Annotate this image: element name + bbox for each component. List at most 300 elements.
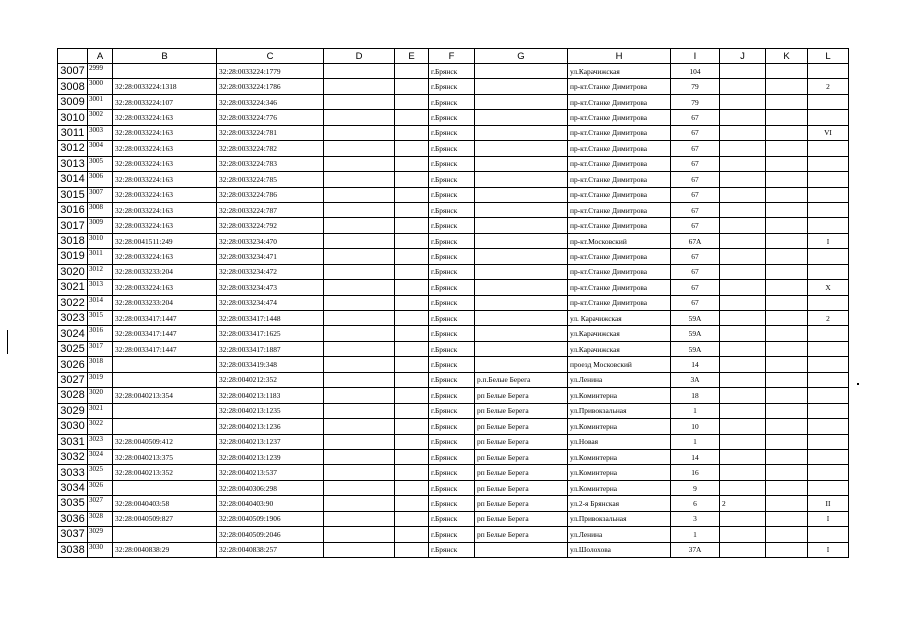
cell-a[interactable]: 3008 bbox=[88, 202, 113, 217]
cell-l[interactable]: X bbox=[808, 280, 849, 295]
cell-f[interactable]: г.Брянск bbox=[429, 280, 475, 295]
cell-j[interactable] bbox=[720, 141, 766, 156]
cell-c[interactable]: 32:28:0033234:472 bbox=[217, 264, 324, 279]
cell-i[interactable]: 37А bbox=[671, 542, 720, 557]
cell-e[interactable] bbox=[395, 465, 429, 480]
cell-f[interactable]: г.Брянск bbox=[429, 172, 475, 187]
cell-g[interactable] bbox=[475, 187, 568, 202]
row-number[interactable]: 3030 bbox=[58, 419, 88, 434]
cell-b[interactable] bbox=[113, 403, 217, 418]
cell-k[interactable] bbox=[766, 496, 808, 511]
cell-l[interactable] bbox=[808, 403, 849, 418]
cell-c[interactable]: 32:28:0033234:473 bbox=[217, 280, 324, 295]
column-header-l[interactable]: L bbox=[808, 49, 849, 64]
cell-b[interactable]: 32:28:0040509:827 bbox=[113, 511, 217, 526]
cell-j[interactable]: 2 bbox=[720, 496, 766, 511]
row-number[interactable]: 3020 bbox=[58, 264, 88, 279]
row-number[interactable]: 3035 bbox=[58, 496, 88, 511]
cell-k[interactable] bbox=[766, 372, 808, 387]
cell-b[interactable]: 32:28:0033224:163 bbox=[113, 202, 217, 217]
cell-l[interactable] bbox=[808, 341, 849, 356]
cell-g[interactable] bbox=[475, 64, 568, 79]
cell-j[interactable] bbox=[720, 218, 766, 233]
cell-h[interactable]: пр-кт.Станке Димитрова bbox=[568, 249, 671, 264]
row-number[interactable]: 3010 bbox=[58, 110, 88, 125]
cell-b[interactable]: 32:28:0040213:354 bbox=[113, 388, 217, 403]
cell-j[interactable] bbox=[720, 280, 766, 295]
cell-a[interactable]: 3028 bbox=[88, 511, 113, 526]
cell-a[interactable]: 3021 bbox=[88, 403, 113, 418]
cell-g[interactable]: рп Белые Берега bbox=[475, 434, 568, 449]
cell-h[interactable]: ул.Коминтерна bbox=[568, 465, 671, 480]
cell-g[interactable] bbox=[475, 218, 568, 233]
cell-f[interactable]: г.Брянск bbox=[429, 449, 475, 464]
cell-f[interactable]: г.Брянск bbox=[429, 295, 475, 310]
cell-l[interactable]: I bbox=[808, 233, 849, 248]
row-number[interactable]: 3008 bbox=[58, 79, 88, 94]
cell-i[interactable]: 18 bbox=[671, 388, 720, 403]
row-number[interactable]: 3025 bbox=[58, 341, 88, 356]
cell-l[interactable] bbox=[808, 187, 849, 202]
cell-l[interactable] bbox=[808, 202, 849, 217]
cell-i[interactable]: 67 bbox=[671, 295, 720, 310]
cell-l[interactable] bbox=[808, 527, 849, 542]
cell-c[interactable]: 32:28:0033419:348 bbox=[217, 357, 324, 372]
cell-h[interactable]: ул.Ленина bbox=[568, 372, 671, 387]
cell-i[interactable]: 67 bbox=[671, 110, 720, 125]
cell-f[interactable]: г.Брянск bbox=[429, 233, 475, 248]
cell-l[interactable] bbox=[808, 326, 849, 341]
cell-l[interactable] bbox=[808, 357, 849, 372]
cell-a[interactable]: 3004 bbox=[88, 141, 113, 156]
cell-a[interactable]: 2999 bbox=[88, 64, 113, 79]
cell-c[interactable]: 32:28:0033234:474 bbox=[217, 295, 324, 310]
cell-i[interactable]: 59А bbox=[671, 341, 720, 356]
cell-e[interactable] bbox=[395, 218, 429, 233]
row-number[interactable]: 3015 bbox=[58, 187, 88, 202]
cell-i[interactable]: 67 bbox=[671, 218, 720, 233]
cell-k[interactable] bbox=[766, 419, 808, 434]
cell-j[interactable] bbox=[720, 403, 766, 418]
row-number[interactable]: 3032 bbox=[58, 449, 88, 464]
cell-j[interactable] bbox=[720, 156, 766, 171]
cell-d[interactable] bbox=[324, 218, 395, 233]
cell-h[interactable]: пр-кт.Станке Димитрова bbox=[568, 280, 671, 295]
cell-c[interactable]: 32:28:0033417:1887 bbox=[217, 341, 324, 356]
cell-f[interactable]: г.Брянск bbox=[429, 341, 475, 356]
cell-h[interactable]: пр-кт.Станке Димитрова bbox=[568, 94, 671, 109]
cell-g[interactable] bbox=[475, 326, 568, 341]
cell-a[interactable]: 3025 bbox=[88, 465, 113, 480]
cell-a[interactable]: 3023 bbox=[88, 434, 113, 449]
cell-g[interactable] bbox=[475, 141, 568, 156]
cell-e[interactable] bbox=[395, 542, 429, 557]
cell-f[interactable]: г.Брянск bbox=[429, 511, 475, 526]
cell-e[interactable] bbox=[395, 434, 429, 449]
cell-j[interactable] bbox=[720, 79, 766, 94]
cell-i[interactable]: 104 bbox=[671, 64, 720, 79]
cell-k[interactable] bbox=[766, 403, 808, 418]
cell-f[interactable]: г.Брянск bbox=[429, 372, 475, 387]
cell-b[interactable] bbox=[113, 480, 217, 495]
cell-a[interactable]: 3011 bbox=[88, 249, 113, 264]
cell-b[interactable]: 32:28:0033224:163 bbox=[113, 156, 217, 171]
cell-h[interactable]: пр-кт.Станке Димитрова bbox=[568, 187, 671, 202]
cell-k[interactable] bbox=[766, 233, 808, 248]
cell-g[interactable]: рп Белые Берега bbox=[475, 527, 568, 542]
cell-e[interactable] bbox=[395, 419, 429, 434]
cell-f[interactable]: г.Брянск bbox=[429, 125, 475, 140]
cell-a[interactable]: 3012 bbox=[88, 264, 113, 279]
column-header-i[interactable]: I bbox=[671, 49, 720, 64]
cell-e[interactable] bbox=[395, 264, 429, 279]
cell-a[interactable]: 3013 bbox=[88, 280, 113, 295]
cell-i[interactable]: 67 bbox=[671, 141, 720, 156]
cell-f[interactable]: г.Брянск bbox=[429, 403, 475, 418]
cell-g[interactable]: рп Белые Берега bbox=[475, 403, 568, 418]
cell-a[interactable]: 3003 bbox=[88, 125, 113, 140]
cell-c[interactable]: 32:28:0033224:776 bbox=[217, 110, 324, 125]
cell-l[interactable] bbox=[808, 249, 849, 264]
cell-g[interactable]: рп Белые Берега bbox=[475, 465, 568, 480]
cell-b[interactable]: 32:28:0033417:1447 bbox=[113, 341, 217, 356]
cell-b[interactable]: 32:28:0040403:58 bbox=[113, 496, 217, 511]
cell-h[interactable]: ул.Карачижская bbox=[568, 326, 671, 341]
cell-c[interactable]: 32:28:0033417:1448 bbox=[217, 311, 324, 326]
cell-b[interactable]: 32:28:0033224:163 bbox=[113, 218, 217, 233]
cell-i[interactable]: 67 bbox=[671, 280, 720, 295]
cell-l[interactable] bbox=[808, 94, 849, 109]
cell-a[interactable]: 3007 bbox=[88, 187, 113, 202]
cell-d[interactable] bbox=[324, 357, 395, 372]
cell-f[interactable]: г.Брянск bbox=[429, 326, 475, 341]
cell-c[interactable]: 32:28:0040213:1237 bbox=[217, 434, 324, 449]
cell-k[interactable] bbox=[766, 357, 808, 372]
cell-a[interactable]: 3018 bbox=[88, 357, 113, 372]
cell-k[interactable] bbox=[766, 449, 808, 464]
cell-k[interactable] bbox=[766, 434, 808, 449]
cell-l[interactable] bbox=[808, 372, 849, 387]
cell-b[interactable]: 32:28:0040213:375 bbox=[113, 449, 217, 464]
cell-d[interactable] bbox=[324, 79, 395, 94]
cell-h[interactable]: проезд Московский bbox=[568, 357, 671, 372]
row-number[interactable]: 3021 bbox=[58, 280, 88, 295]
row-number[interactable]: 3016 bbox=[58, 202, 88, 217]
row-number[interactable]: 3017 bbox=[58, 218, 88, 233]
cell-c[interactable]: 32:28:0040213:1239 bbox=[217, 449, 324, 464]
cell-f[interactable]: г.Брянск bbox=[429, 480, 475, 495]
cell-i[interactable]: 79 bbox=[671, 79, 720, 94]
cell-i[interactable]: 1 bbox=[671, 527, 720, 542]
cell-l[interactable] bbox=[808, 141, 849, 156]
cell-k[interactable] bbox=[766, 156, 808, 171]
cell-d[interactable] bbox=[324, 64, 395, 79]
cell-i[interactable]: 67 bbox=[671, 125, 720, 140]
cell-c[interactable]: 32:28:0033224:792 bbox=[217, 218, 324, 233]
cell-k[interactable] bbox=[766, 295, 808, 310]
column-header-f[interactable]: F bbox=[429, 49, 475, 64]
column-header-c[interactable]: C bbox=[217, 49, 324, 64]
row-number[interactable]: 3036 bbox=[58, 511, 88, 526]
cell-d[interactable] bbox=[324, 172, 395, 187]
cell-h[interactable]: пр-кт.Станке Димитрова bbox=[568, 110, 671, 125]
row-number[interactable]: 3026 bbox=[58, 357, 88, 372]
cell-g[interactable] bbox=[475, 172, 568, 187]
cell-b[interactable]: 32:28:0033224:163 bbox=[113, 280, 217, 295]
cell-k[interactable] bbox=[766, 280, 808, 295]
cell-g[interactable] bbox=[475, 341, 568, 356]
cell-a[interactable]: 3010 bbox=[88, 233, 113, 248]
cell-j[interactable] bbox=[720, 110, 766, 125]
cell-i[interactable]: 1 bbox=[671, 403, 720, 418]
cell-i[interactable]: 9 bbox=[671, 480, 720, 495]
cell-l[interactable]: I bbox=[808, 511, 849, 526]
row-number[interactable]: 3038 bbox=[58, 542, 88, 557]
cell-j[interactable] bbox=[720, 64, 766, 79]
cell-c[interactable]: 32:28:0033224:783 bbox=[217, 156, 324, 171]
cell-g[interactable]: рп Белые Берега bbox=[475, 449, 568, 464]
row-number[interactable]: 3009 bbox=[58, 94, 88, 109]
cell-g[interactable]: рп Белые Берега bbox=[475, 419, 568, 434]
row-number[interactable]: 3023 bbox=[58, 311, 88, 326]
cell-h[interactable]: ул.Коминтерна bbox=[568, 480, 671, 495]
cell-a[interactable]: 3016 bbox=[88, 326, 113, 341]
row-number[interactable]: 3028 bbox=[58, 388, 88, 403]
cell-b[interactable]: 32:28:0033417:1447 bbox=[113, 311, 217, 326]
cell-g[interactable] bbox=[475, 280, 568, 295]
cell-b[interactable]: 32:28:0033224:163 bbox=[113, 187, 217, 202]
cell-j[interactable] bbox=[720, 264, 766, 279]
cell-j[interactable] bbox=[720, 542, 766, 557]
cell-j[interactable] bbox=[720, 357, 766, 372]
cell-k[interactable] bbox=[766, 388, 808, 403]
cell-f[interactable]: г.Брянск bbox=[429, 388, 475, 403]
cell-c[interactable]: 32:28:0040213:1235 bbox=[217, 403, 324, 418]
cell-c[interactable]: 32:28:0040212:352 bbox=[217, 372, 324, 387]
cell-d[interactable] bbox=[324, 326, 395, 341]
cell-f[interactable]: г.Брянск bbox=[429, 357, 475, 372]
cell-i[interactable]: 14 bbox=[671, 357, 720, 372]
cell-e[interactable] bbox=[395, 187, 429, 202]
cell-f[interactable]: г.Брянск bbox=[429, 542, 475, 557]
cell-i[interactable]: 67 bbox=[671, 172, 720, 187]
cell-l[interactable] bbox=[808, 295, 849, 310]
cell-a[interactable]: 3022 bbox=[88, 419, 113, 434]
cell-a[interactable]: 3027 bbox=[88, 496, 113, 511]
cell-b[interactable]: 32:28:0033224:163 bbox=[113, 110, 217, 125]
cell-e[interactable] bbox=[395, 527, 429, 542]
cell-d[interactable] bbox=[324, 156, 395, 171]
cell-e[interactable] bbox=[395, 202, 429, 217]
row-number[interactable]: 3018 bbox=[58, 233, 88, 248]
cell-e[interactable] bbox=[395, 480, 429, 495]
cell-j[interactable] bbox=[720, 434, 766, 449]
row-number[interactable]: 3031 bbox=[58, 434, 88, 449]
cell-d[interactable] bbox=[324, 295, 395, 310]
cell-j[interactable] bbox=[720, 326, 766, 341]
cell-j[interactable] bbox=[720, 480, 766, 495]
cell-e[interactable] bbox=[395, 94, 429, 109]
cell-c[interactable]: 32:28:0033224:785 bbox=[217, 172, 324, 187]
column-header-h[interactable]: H bbox=[568, 49, 671, 64]
cell-g[interactable] bbox=[475, 79, 568, 94]
cell-i[interactable]: 3А bbox=[671, 372, 720, 387]
cell-i[interactable]: 6 bbox=[671, 496, 720, 511]
cell-h[interactable]: ул.Карачижская bbox=[568, 341, 671, 356]
cell-h[interactable]: пр-кт.Станке Димитрова bbox=[568, 295, 671, 310]
cell-g[interactable] bbox=[475, 110, 568, 125]
cell-d[interactable] bbox=[324, 233, 395, 248]
cell-g[interactable] bbox=[475, 156, 568, 171]
cell-b[interactable]: 32:28:0033224:163 bbox=[113, 249, 217, 264]
cell-c[interactable]: 32:28:0033234:471 bbox=[217, 249, 324, 264]
cell-d[interactable] bbox=[324, 141, 395, 156]
cell-e[interactable] bbox=[395, 156, 429, 171]
cell-i[interactable]: 1 bbox=[671, 434, 720, 449]
cell-b[interactable]: 32:28:0040213:352 bbox=[113, 465, 217, 480]
cell-b[interactable]: 32:28:0040509:412 bbox=[113, 434, 217, 449]
cell-e[interactable] bbox=[395, 233, 429, 248]
cell-i[interactable]: 14 bbox=[671, 449, 720, 464]
cell-c[interactable]: 32:28:0033234:470 bbox=[217, 233, 324, 248]
cell-h[interactable]: пр-кт.Станке Димитрова bbox=[568, 218, 671, 233]
cell-c[interactable]: 32:28:0033224:787 bbox=[217, 202, 324, 217]
cell-f[interactable]: г.Брянск bbox=[429, 141, 475, 156]
cell-f[interactable]: г.Брянск bbox=[429, 187, 475, 202]
cell-a[interactable]: 3019 bbox=[88, 372, 113, 387]
cell-d[interactable] bbox=[324, 419, 395, 434]
cell-g[interactable] bbox=[475, 202, 568, 217]
cell-j[interactable] bbox=[720, 233, 766, 248]
cell-h[interactable]: ул.Привокзальная bbox=[568, 511, 671, 526]
cell-l[interactable] bbox=[808, 388, 849, 403]
cell-g[interactable] bbox=[475, 264, 568, 279]
cell-e[interactable] bbox=[395, 357, 429, 372]
cell-e[interactable] bbox=[395, 496, 429, 511]
row-number[interactable]: 3019 bbox=[58, 249, 88, 264]
cell-g[interactable] bbox=[475, 295, 568, 310]
cell-h[interactable]: пр-кт.Станке Димитрова bbox=[568, 79, 671, 94]
cell-d[interactable] bbox=[324, 527, 395, 542]
cell-a[interactable]: 3009 bbox=[88, 218, 113, 233]
cell-k[interactable] bbox=[766, 527, 808, 542]
row-number[interactable]: 3014 bbox=[58, 172, 88, 187]
cell-l[interactable] bbox=[808, 465, 849, 480]
cell-h[interactable]: ул.Новая bbox=[568, 434, 671, 449]
cell-c[interactable]: 32:28:0033224:781 bbox=[217, 125, 324, 140]
cell-d[interactable] bbox=[324, 94, 395, 109]
cell-h[interactable]: ул.Коминтерна bbox=[568, 449, 671, 464]
cell-c[interactable]: 32:28:0033417:1625 bbox=[217, 326, 324, 341]
cell-h[interactable]: ул.Карачижская bbox=[568, 64, 671, 79]
cell-k[interactable] bbox=[766, 187, 808, 202]
column-header-d[interactable]: D bbox=[324, 49, 395, 64]
cell-i[interactable]: 67 bbox=[671, 202, 720, 217]
cell-k[interactable] bbox=[766, 326, 808, 341]
cell-e[interactable] bbox=[395, 511, 429, 526]
cell-j[interactable] bbox=[720, 419, 766, 434]
cell-g[interactable]: р.п.Белые Берега bbox=[475, 372, 568, 387]
row-number[interactable]: 3013 bbox=[58, 156, 88, 171]
cell-f[interactable]: г.Брянск bbox=[429, 79, 475, 94]
cell-a[interactable]: 3006 bbox=[88, 172, 113, 187]
cell-k[interactable] bbox=[766, 311, 808, 326]
cell-j[interactable] bbox=[720, 94, 766, 109]
cell-b[interactable]: 32:28:0033224:1318 bbox=[113, 79, 217, 94]
cell-k[interactable] bbox=[766, 480, 808, 495]
cell-e[interactable] bbox=[395, 295, 429, 310]
cell-i[interactable]: 67 bbox=[671, 249, 720, 264]
cell-e[interactable] bbox=[395, 403, 429, 418]
cell-k[interactable] bbox=[766, 542, 808, 557]
cell-l[interactable] bbox=[808, 156, 849, 171]
cell-j[interactable] bbox=[720, 372, 766, 387]
cell-d[interactable] bbox=[324, 341, 395, 356]
cell-b[interactable]: 32:28:0040838:29 bbox=[113, 542, 217, 557]
cell-d[interactable] bbox=[324, 542, 395, 557]
cell-b[interactable]: 32:28:0041511:249 bbox=[113, 233, 217, 248]
cell-j[interactable] bbox=[720, 202, 766, 217]
cell-i[interactable]: 3 bbox=[671, 511, 720, 526]
cell-l[interactable] bbox=[808, 218, 849, 233]
cell-l[interactable] bbox=[808, 449, 849, 464]
cell-d[interactable] bbox=[324, 311, 395, 326]
cell-h[interactable]: ул.Привокзальная bbox=[568, 403, 671, 418]
cell-k[interactable] bbox=[766, 125, 808, 140]
cell-c[interactable]: 32:28:0033224:786 bbox=[217, 187, 324, 202]
cell-h[interactable]: ул.2-я Брянская bbox=[568, 496, 671, 511]
cell-h[interactable]: пр-кт.Станке Димитрова bbox=[568, 141, 671, 156]
cell-k[interactable] bbox=[766, 172, 808, 187]
cell-a[interactable]: 3002 bbox=[88, 110, 113, 125]
cell-e[interactable] bbox=[395, 141, 429, 156]
cell-e[interactable] bbox=[395, 79, 429, 94]
cell-d[interactable] bbox=[324, 249, 395, 264]
cell-g[interactable] bbox=[475, 542, 568, 557]
cell-c[interactable]: 32:28:0033224:1779 bbox=[217, 64, 324, 79]
cell-i[interactable]: 67 bbox=[671, 187, 720, 202]
cell-h[interactable]: пр-кт.Московский bbox=[568, 233, 671, 248]
cell-g[interactable]: рп Белые Берега bbox=[475, 388, 568, 403]
cell-e[interactable] bbox=[395, 449, 429, 464]
cell-d[interactable] bbox=[324, 465, 395, 480]
cell-k[interactable] bbox=[766, 64, 808, 79]
cell-b[interactable] bbox=[113, 527, 217, 542]
row-number[interactable]: 3007 bbox=[58, 64, 88, 79]
cell-i[interactable]: 59А bbox=[671, 326, 720, 341]
cell-d[interactable] bbox=[324, 202, 395, 217]
cell-l[interactable] bbox=[808, 64, 849, 79]
cell-c[interactable]: 32:28:0040838:257 bbox=[217, 542, 324, 557]
cell-l[interactable] bbox=[808, 480, 849, 495]
cell-f[interactable]: г.Брянск bbox=[429, 434, 475, 449]
cell-j[interactable] bbox=[720, 527, 766, 542]
cell-l[interactable]: VI bbox=[808, 125, 849, 140]
cell-d[interactable] bbox=[324, 403, 395, 418]
cell-h[interactable]: ул.Коминтерна bbox=[568, 388, 671, 403]
cell-e[interactable] bbox=[395, 372, 429, 387]
row-number[interactable]: 3037 bbox=[58, 527, 88, 542]
cell-f[interactable]: г.Брянск bbox=[429, 110, 475, 125]
cell-c[interactable]: 32:28:0040306:298 bbox=[217, 480, 324, 495]
cell-g[interactable] bbox=[475, 249, 568, 264]
cell-l[interactable]: 2 bbox=[808, 79, 849, 94]
column-header-g[interactable]: G bbox=[475, 49, 568, 64]
cell-e[interactable] bbox=[395, 64, 429, 79]
cell-h[interactable]: пр-кт.Станке Димитрова bbox=[568, 172, 671, 187]
cell-k[interactable] bbox=[766, 79, 808, 94]
column-header-e[interactable]: E bbox=[395, 49, 429, 64]
